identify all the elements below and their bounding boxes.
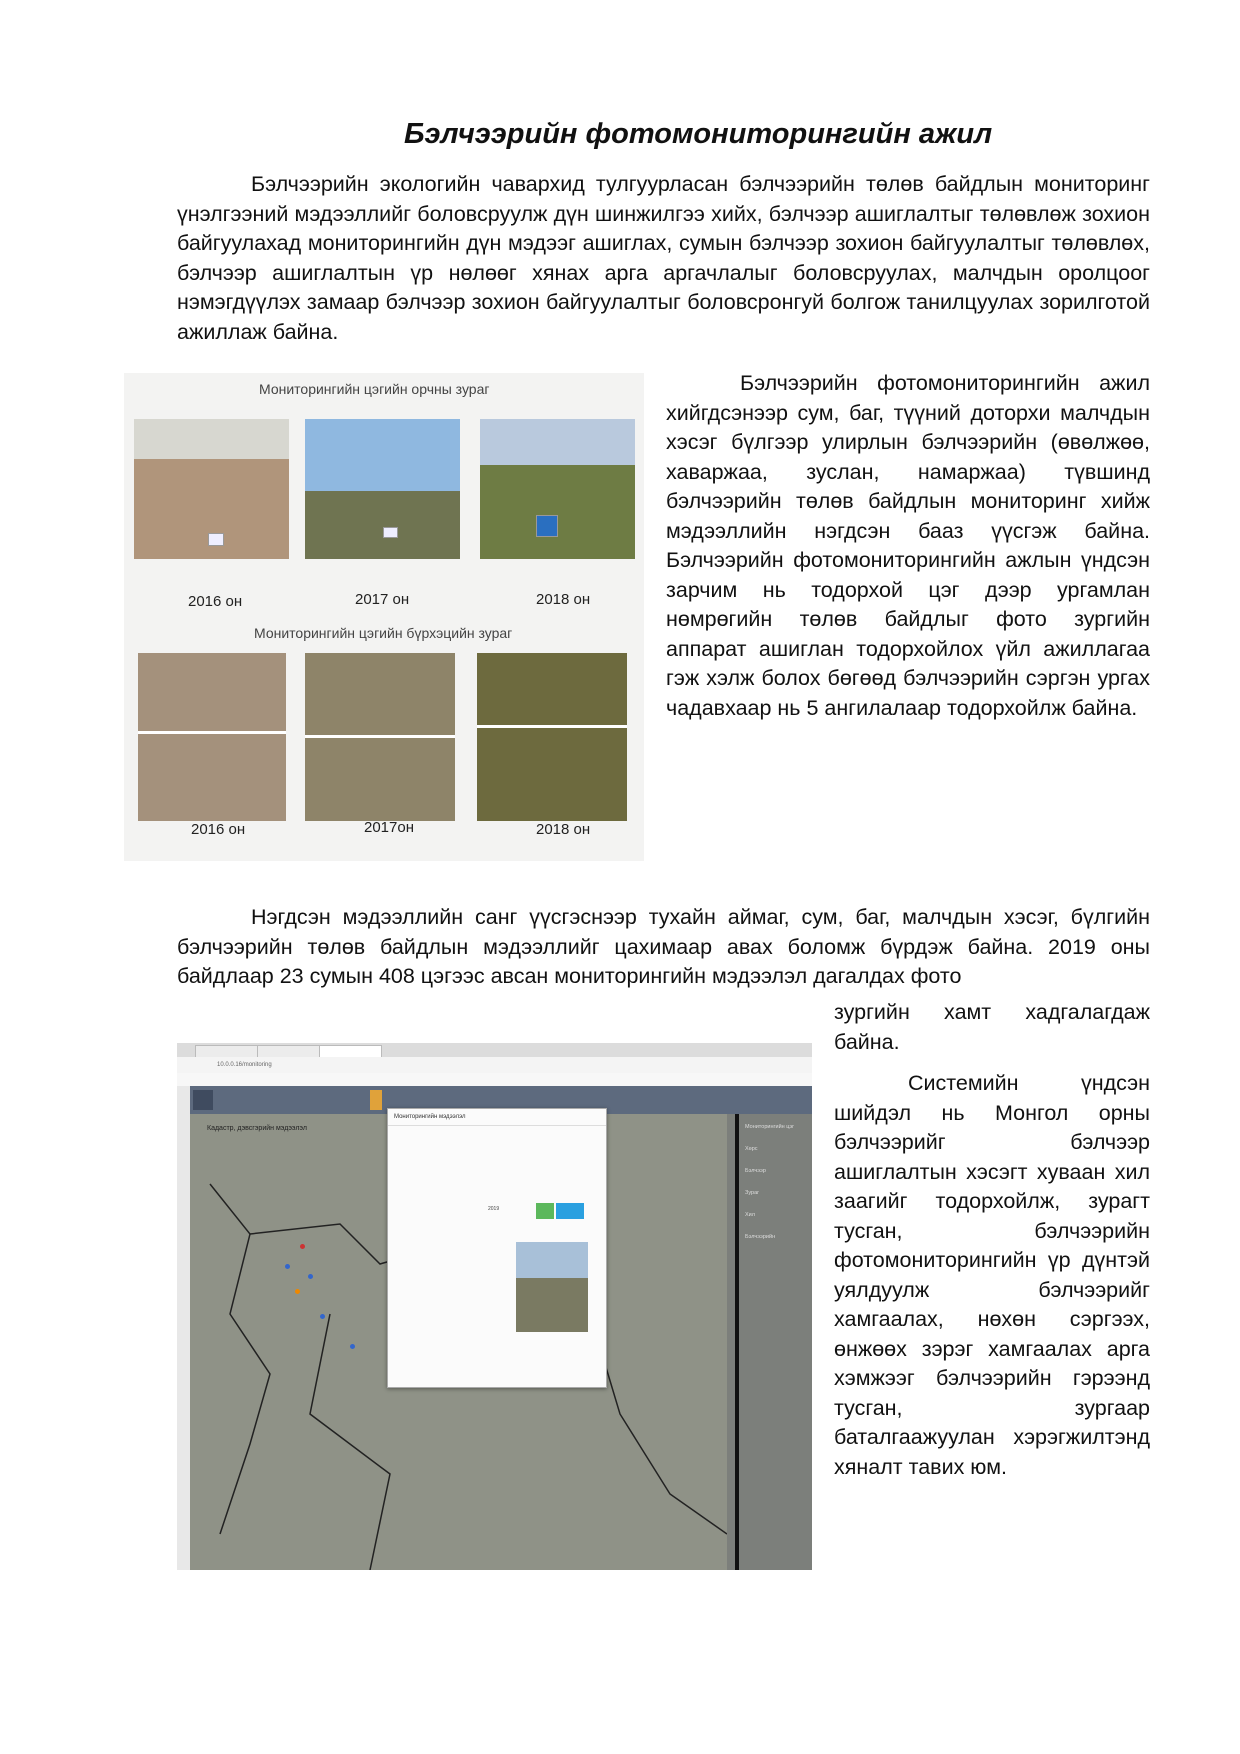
photo-2017-landscape [305, 419, 460, 559]
paragraph-intro [177, 170, 1150, 347]
paragraph-system-text: Системийн үндсэн шийдэл нь Монгол орны бэлчээрийг бэлчээр ашиглалтын хэсэгт хуваан хил заагийг тодорхойлж, зурагт тусган, бэлчээрийн фотомониторингийн үр дүнтэй уялдуулж бэлчээрийг хамгаалах, нөхөн сэргээх, өнжөөх зэрэг хамгаалах арга хэмжээг бэлчээрийн гэрээнд тусган, зургаар баталгаажуулан хэрэгжилтэнд хяналт тавих юм. [834, 1071, 1150, 1479]
year-label-bottom-2: 2017он [364, 819, 414, 836]
dialog-photo [516, 1242, 588, 1332]
paragraph-database-cont: зургийн хамт хадгалагдаж байна. [834, 1000, 1150, 1054]
dialog-green-button [536, 1203, 554, 1219]
photo-2018-landscape [480, 419, 635, 559]
year-label-bottom-3: 2018 он [536, 821, 591, 838]
system-screenshot [177, 1043, 812, 1570]
year-label-top-3: 2018 он [536, 591, 591, 608]
collage-heading-top: Мониторингийн цэгийн орчны зураг [259, 381, 490, 397]
dialog-title: Мониторингийн мэдээлэл [388, 1109, 606, 1126]
photo-2018-cover [477, 653, 627, 821]
left-rail [177, 1086, 190, 1570]
right-menu-item-3: Бэлчээр [745, 1168, 766, 1174]
photo-collage [124, 373, 644, 861]
right-menu-item-4: Зураг [745, 1190, 760, 1196]
photo-2016-landscape [134, 419, 289, 559]
photo-2017-cover [305, 653, 455, 821]
year-label-top-1: 2016 он [188, 593, 243, 610]
year-label-bottom-1: 2016 он [191, 821, 246, 838]
browser-url-bar: 10.0.0.16/monitoring [177, 1057, 812, 1073]
paragraph-database [177, 903, 1150, 992]
page-title: Бэлчээрийн фотомониторингийн ажил [404, 118, 993, 150]
collage-heading-bottom: Мониторингийн цэгийн бүрхэцийн зураг [254, 625, 513, 641]
paragraph-intro-text: Бэлчээрийн экологийн чавархид тулгуурласан бэлчээрийн төлөв байдлын мониторинг үнэлгээний мэдээллийг боловсруулж дүн шинжилгээ хийх, бэлчээр ашиглалтыг төлөвлөж зохион байгуулахад мониторингийн дүн мэдээг ашиглах, сумын бэлчээр зохион байгуулалтыг төлөвлөх, бэлчээр ашиглалтын үр нөлөөг хянах арга аргачлалыг боловсруулах, малчдын оролцоог нэмэгдүүлэх замаар бэлчээр зохион байгуулалтыг боловсронгуй болгож танилцуулах зорилготой ажиллаж байна. [177, 172, 1150, 344]
right-menu-item-5: Хил [745, 1212, 755, 1218]
bookmarks-bar [177, 1073, 812, 1086]
right-menu-item-1: Мониторингийн цэг [745, 1124, 795, 1130]
paragraph-system [834, 1069, 1150, 1482]
dialog-blue-button [556, 1203, 584, 1219]
year-label-top-2: 2017 он [355, 591, 410, 608]
menu-icon [193, 1090, 213, 1110]
paragraph-photomonitoring [666, 369, 1150, 723]
monitoring-dialog [387, 1108, 607, 1388]
right-menu-item-2: Хөрс [745, 1146, 758, 1152]
breadcrumb: Кадастр, дэвсгэрийн мэдээлэл [207, 1125, 307, 1132]
year-select: 2019 [488, 1206, 500, 1212]
browser-tabbar [177, 1043, 812, 1057]
paragraph-database-text: Нэгдсэн мэдээллийн санг үүсгэснээр тухайн аймаг, сум, баг, малчдын хэсэг, бүлгийн бэлчээрийн төлөв байдлын мэдээллийг цахимаар авах боломж бүрдэж байна. 2019 оны байдлаар 23 сумын 408 цэгээс авсан мониторингийн мэдээлэл дагалдах фото [177, 905, 1150, 988]
photo-2016-cover [138, 653, 286, 821]
right-panel [727, 1114, 812, 1570]
right-menu-item-6: Бэлчээрийн [745, 1234, 776, 1240]
paragraph-photomonitoring-text: Бэлчээрийн фотомониторингийн ажил хийгдсэнээр сум, баг, түүний доторхи малчдын хэсэг бүлгээр улирлын бэлчээрийн (өвөлжөө, хаваржаа, зуслан, намаржаа) түвшинд бэлчээрийн төлөв байдлын мониторинг хийж мэдээллийн нэгдсэн бааз үүсгэж байна. Бэлчээрийн фотомониторингийн ажлын үндсэн зарчим нь тодорхой цэг дээр ургамлан нөмрөгийн төлөв байдлыг фото зургийн аппарат ашиглан тодорхойлох үйл ажиллагаа гэж хэлж болох бөгөөд бэлчээрийн сэргэн ургах чадавхаар нь 5 ангилалаар тодорхойлж байна. [666, 371, 1150, 720]
layer-icon [370, 1090, 382, 1110]
